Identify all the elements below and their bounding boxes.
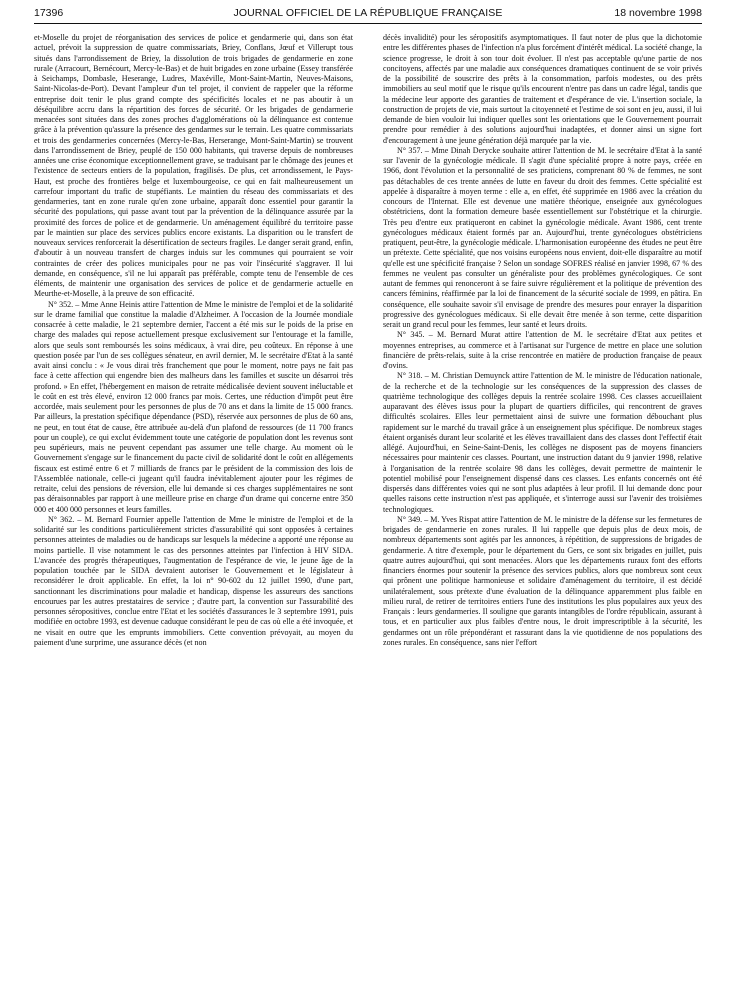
publication-date: 18 novembre 1998 xyxy=(614,7,702,19)
paragraph-continued-right: décès invalidité) pour les séropositifs asymptomatiques. Il faut noter de plus que la dichotomie entre les différentes phases de l'infection n'a plus forcément d'intérêt médical. La société change, la science progresse, le droit à son tour doit évoluer. Il n'est pas acceptable qu'une partie de nos concitoyens, affectés par une maladie aux conséquences dramatiques continuent de se voir privés de la possibilité de souscrire des prêts à la consommation, parfois modestes, ou des prêts immobiliers au seul motif que le risque qu'ils encourent n'entre pas dans un cadre légal, tandis que la médecine leur apporte des garanties de traitement et d'espérance de vie. L'insertion sociale, la construction de projets de vie, mais surtout la citoyenneté et l'estime de soi sont en jeu, aussi, il lui demande de bien vouloir lui indiquer quelles sont les orientations que le Gouvernement pourrait prendre pour remédier à des solutions aujourd'hui inadaptées, et donner ainsi un signe fort d'encouragement à une jeune génération déjà marquée par la vie. xyxy=(383,33,702,145)
question-352: N° 352. – Mme Anne Heinis attire l'attention de Mme le ministre de l'emploi et de la solidarité sur le drame familial que constitue la maladie d'Alzheimer. A l'occasion de la Journée mondiale consacrée à cette maladie, le 21 septembre dernier, l'accent a été mis sur le poids de la prise en charge des malades qui repose actuellement presque exclusivement sur l'entourage et la famille, alors que seuls sont remboursés les soins médicaux, à vrai dire, peu coûteux. En réponse à une question posée par l'un de ses collègues sénateur, en avril dernier, M. le secrétaire d'Etat à la santé avait ainsi conclu : « Je vous dirai très franchement que pour le moment, notre pays ne fait pas face à cette affection qui engendre bien des malheurs dans les familles et suscite un désarroi très profond. » En effet, l'hébergement en maison de retraite médicalisée devient souvent inéluctable et le coût en est très élevé, environ 12 000 francs par mois. Certes, une réduction d'impôt peut être accordée, mais seulement pour les personnes de plus de 70 ans et dans la limite de 15 000 francs. Par ailleurs, la prestation spécifique dépendance (PSD), réservée aux personnes de plus de 60 ans, ne peut, en tout état de cause, être attribuée au-delà d'un plafond de ressources (de 11 700 francs pour un couple), ce qui exclut évidemment toute une catégorie de population dont les revenus sont peu supérieurs, mais ne peuvent cependant pas assumer une telle charge. Au moment où le Gouvernement s'engage sur le financement du pacte civil de solidarité dont le coût en allégements fiscaux est estimé entre 6 et 7 milliards de francs par le président de la commission des lois de l'Assemblée nationale, celle-ci jugeant qu'il faudra inévitablement ajouter pour les régimes de retraite, celui des pensions de réversion, elle lui demande si ces charges supplémentaires ne sont pas déraisonnables par rapport à une meilleure prise en charge d'un drame qui concerne entre 350 000 et 400 000 personnes et leurs familles. xyxy=(34,299,353,514)
paragraph-continued: et-Moselle du projet de réorganisation des services de police et gendarmerie qui, dans son état actuel, prévoit la suppression de quatre commissariats, Briey, Conflans, Jœuf et Villerupt tous situés dans l'arrondissement de Briey, la dissolution de trois brigades de gendarmerie en zone rurale (Arracourt, Bernécourt, Mercy-le-Bas) et de huit brigades en zone urbaine (Essey transférée à Seichamps, Dombasle, Heserange, Ludres, Maxéville, Mont-Saint-Martin, Neuves-Maisons, Saint-Nicolas-de-Port). Devant l'ampleur d'un tel projet, il convient de rappeler que la réforme entreprise doit tenir le plus grand compte des spécificités locales et ne pas aboutir à un déséquilibre accru dans la répartition des forces de sécurité. Or les brigades de gendarmerie menacées sont situées dans des zones proches d'agglomérations où la délinquance est contenue grâce à la prévention qu'assure la présence des gendarmes sur le terrain. Les quatre commissariats et trois des gendarmeries concernées (Mercy-le-Bas, Herserange, Mont-Saint-Martin) se trouvent dans l'arrondissement de Briey, peuplé de 150 000 habitants, qui traverse depuis de nombreuses années une crise économique exceptionnellement grave, se traduisant par le chômage des jeunes et l'existence de secteurs entiers de la population, fragilisés. De plus, cet arrondissement, le Pays-Haut, est proche des frontières belge et luxembourgeoise, ce qui en fait malheureusement un carrefour important du trafic de stupéfiants. Le maintien du réseau des commissariats et des gendarmeries, tant en zone rurale qu'en zone urbaine, apparaît donc essentiel pour garantir la sécurité des populations, qui passe avant tout par la prévention de la délinquance assurée par la proximité des forces de police et de gendarmerie. Un aménagement équilibré du territoire passe par le maintien sur place des services publics encore existants. La disparition ou le transfert de nouveaux services renforcerait la désertification de secteurs fragiles. Le danger serait grand, enfin, d'aboutir à un nouveau transfert de charges induis sur les communes qui pourraient se voir contraintes de créer des polices municipales pour ne pas voir l'insécurité s'aggraver. Il lui demande, en conséquence, s'il ne lui apparaît pas préférable, compte tenu de l'ensemble de ces éléments, de maintenir une organisation des services de police et de gendarmerie actuelle en Meurthe-et-Moselle, à la preuve de son efficacité. xyxy=(34,33,353,299)
question-318: N° 318. – M. Christian Demuynck attire l'attention de M. le ministre de l'éducation nationale, de la recherche et de la technologie sur les conséquences de la suppression des classes de quatrième technologique des collèges depuis la rentrée scolaire 1998. Ces classes accueillaient auparavant des élèves issus pour la plupart de quartiers difficiles, qui rencontrent de graves difficultés scolaires. Elles leur permettaient ainsi de suivre une formation débouchant plus rapidement sur le marché du travail grâce à un enseignement plus spécifique. De nombreux stages étaient organisés durant leur scolarité et les élèves travaillaient dans des classes dont l'effectif était allégé. Aujourd'hui, en Seine-Saint-Denis, les collèges ne disposent pas de moyens financiers nécessaires pour maintenir ces classes. Pourtant, une instruction datant du 9 janvier 1998, relative à l'organisation de la rentrée scolaire 98 dans les collèges, devait permettre de maintenir le potentiel mobilisé pour l'enseignement dispensé dans ces classes. Les enfants concernés ont été dispersés dans différentes voies qui ne sont plus adaptées à leur profil. Il lui demande donc pour quelles raisons cette instruction n'est pas appliquée, et s'interroge aussi sur l'avenir des troisièmes technologiques. xyxy=(383,371,702,514)
right-column xyxy=(383,33,702,985)
left-column xyxy=(34,33,353,985)
journal-title: JOURNAL OFFICIEL DE LA RÉPUBLIQUE FRANÇAISE xyxy=(233,7,503,19)
page-header xyxy=(34,4,702,22)
question-349: N° 349. – M. Yves Rispat attire l'attention de M. le ministre de la défense sur les fermetures de brigades de gendarmerie en zones rurales. Il lui rappelle que depuis plus de deux mois, de nombreux départements sont agités par les annonces, à répétition, de suppressions de brigades de gendarmerie. A titre d'exemple, pour le département du Gers, ce sont six brigades en juillet, puis quatre autres aujourd'hui, qui sont menacées. Alors que les départements ruraux font des efforts financiers énormes pour soutenir la présence des services publics, alors que nombreux sont ceux qui prônent une politique harmonieuse et solidaire d'aménagement du territoire, il est décidé unilatéralement, sous prétexte d'une évaluation de la délinquance apparemment plus faible en milieu rural, de retirer de territoires entiers l'une des institutions les plus populaires aux yeux des Français : leurs gendarmeries. Il souligne que garants intangibles de l'ordre républicain, assurant à tous, et en particulier aux plus faibles d'entre nous, le droit imprescriptible à la sécurité, les gendarmes ont un rôle prépondérant et rassurant dans la vie quotidienne de nos populations des zones rurales. En conséquence, sans nier l'effort xyxy=(383,514,702,647)
question-357: N° 357. – Mme Dinah Derycke souhaite attirer l'attention de M. le secrétaire d'Etat à la santé sur l'avenir de la gynécologie médicale. Il s'agit d'une spécialité propre à notre pays, créée en 1966, dont l'évolution et la personnalité de ses praticiens, comprenant 80 % de femmes, ne sont pas détachables de ces trente années de lutte en faveur du droit des femmes. Cette spécialité est appelée à disparaître à moyen terme : elle a, en effet, été supprimée en 1986 avec la création du concours de l'Internat. Elle est devenue une matière théorique, enseignée aux gynécologues obstétriciens, dont la formation demeure basée essentiellement sur l'obstétrique et la chirurgie. Très peu d'entre eux pratiqueront en cabinet la gynécologie médicale. Avant 1986, cent trente gynécologues médicaux étaient formés par an. Aujourd'hui, trente gynécologues obstétriciens pratiquent, peut-être, la gynécologie médicale. L'harmonisation européenne des études ne peut être un prétexte. Cette spécialité, que nos voisins européens nous envient, doit-elle disparaître au motif qu'elle est une spécificité française ? Selon un sondage SOFRES réalisé en janvier 1998, 67 % des femmes ne veulent pas consulter un généraliste pour des problèmes gynécologiques. Ce sont autant de femmes qui renonceront à se faire suivre régulièrement et la politique de prévention des cancers féminins, réaffirmée par la loi de financement de la sécurité sociale de 1999, en pâtira. En conséquence, elle souhaite savoir s'il envisage de prendre des mesures pour enrayer la disparition progressive des gynécologues médicaux. Si elle devait être menée à son terme, cette disparition serait un grand recul pour les femmes, leur santé et leurs droits. xyxy=(383,145,702,329)
header-rule xyxy=(34,23,702,24)
question-345: N° 345. – M. Bernard Murat attire l'attention de M. le secrétaire d'Etat aux petites et moyennes entreprises, au commerce et à l'artisanat sur l'urgence de mettre en place une solution financière de prêts-relais, suite à la crise rencontrée en matière de production française de peaux d'ovins. xyxy=(383,330,702,370)
question-362: N° 362. – M. Bernard Fournier appelle l'attention de Mme le ministre de l'emploi et de la solidarité sur les conditions particulièrement strictes d'assurabilité qui sont opposées à certaines personnes atteintes de maladies ou de handicaps sur lesquels la médecine a apporté une réponse au moins partielle. Il vise notamment le cas des personnes atteintes par l'infection à HIV SIDA. L'avancée des progrès thérapeutiques, l'augmentation de l'espérance de vie, le jeune âge de la population touchée par le SIDA devraient autoriser le Gouvernement et le législateur à reconsidérer le droit applicable. En effet, la loi n° 90-602 du 12 juillet 1990, d'une part, sanctionnant les discriminations pour maladie et handicap, dispense les assureurs des sanctions encourues par les autres prestataires de service ; d'autre part, la convention sur l'assurabilité des personnes séropositives, conclue entre l'Etat et les sociétés d'assurances le 3 septembre 1991, puis modifiée en octobre 1993, est devenue caduque considérant le peu de cas où elle a été invoquée, et ne visait en outre que les emprunts immobiliers. Cette convention prévoyait, au moyen du paiement d'une surprime, une assurance décès (et non xyxy=(34,514,353,647)
page-number: 17396 xyxy=(34,7,64,19)
